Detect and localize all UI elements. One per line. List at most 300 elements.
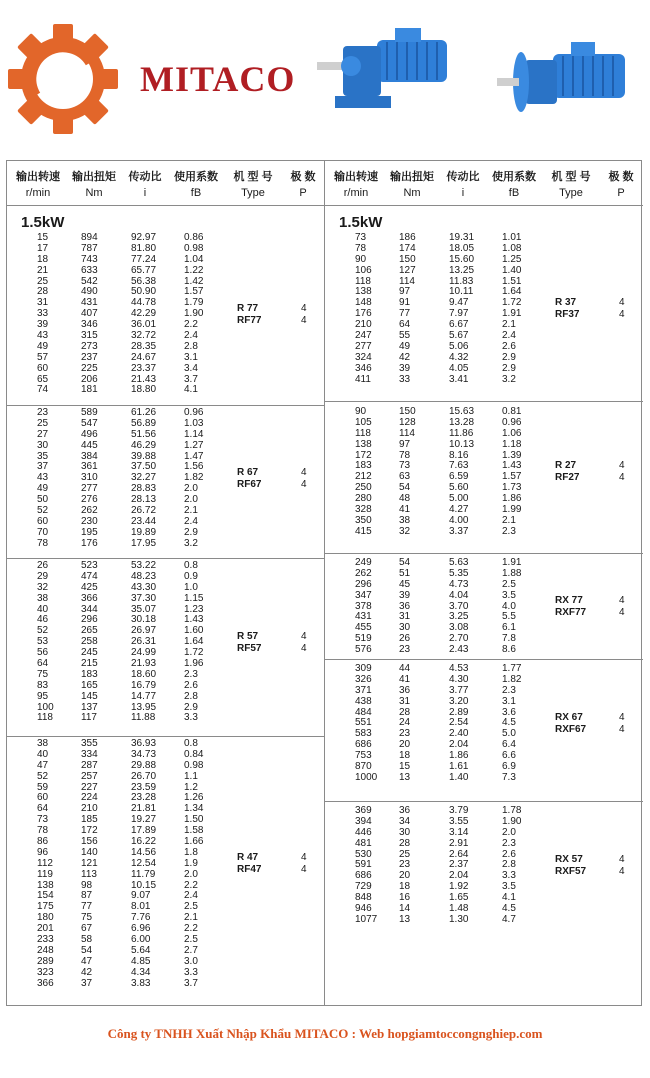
cell-speed: 180	[37, 912, 54, 924]
cell-service-factor: 8.6	[502, 644, 516, 656]
cell-speed: 75	[37, 668, 49, 680]
cell-speed: 729	[355, 881, 372, 893]
table-row	[7, 979, 237, 990]
cell-ratio: 48.23	[131, 570, 157, 582]
pole-count: 4	[619, 297, 625, 309]
cell-ratio: 5.00	[449, 493, 469, 505]
cell-ratio: 3.25	[449, 611, 469, 623]
cell-ratio: 4.00	[449, 514, 469, 526]
cell-service-factor: 2.8	[184, 340, 198, 352]
cell-speed: 78	[355, 242, 367, 254]
cell-service-factor: 2.6	[184, 679, 198, 691]
cell-torque: 145	[81, 690, 98, 702]
cell-service-factor: 3.7	[184, 373, 198, 385]
table-row	[325, 697, 555, 708]
cell-ratio: 21.81	[131, 803, 157, 815]
cell-service-factor: 1.64	[184, 636, 204, 648]
cell-torque: 407	[81, 308, 98, 320]
cell-torque: 67	[81, 923, 93, 935]
cell-torque: 195	[81, 526, 98, 538]
header-ratio: 传动比	[128, 171, 162, 183]
cell-torque: 127	[399, 264, 416, 276]
pole-count: 4	[301, 642, 307, 654]
cell-speed: 946	[355, 903, 372, 915]
cell-ratio: 53.22	[131, 560, 157, 571]
cell-torque: 296	[81, 614, 98, 626]
cell-speed: 309	[355, 663, 372, 674]
model-type-block	[555, 854, 641, 880]
cell-speed: 415	[355, 525, 372, 537]
cell-service-factor: 1.43	[502, 460, 522, 472]
group-divider	[325, 659, 643, 660]
cell-speed: 49	[37, 483, 49, 495]
cell-ratio: 6.96	[131, 923, 151, 935]
cell-speed: 446	[355, 826, 372, 838]
cell-speed: 328	[355, 504, 372, 516]
cell-torque: 210	[81, 803, 98, 815]
cell-torque: 77	[81, 901, 93, 913]
cell-service-factor: 1.06	[502, 427, 522, 439]
unit-poles: P	[617, 187, 625, 199]
cell-speed: 551	[355, 717, 372, 729]
cell-torque: 13	[399, 771, 411, 783]
header-poles: 极 数	[290, 171, 316, 183]
model-type-block	[555, 712, 641, 738]
cell-ratio: 4.04	[449, 589, 469, 601]
cell-speed: 73	[37, 814, 49, 826]
model-type-block	[237, 631, 323, 657]
table-row	[325, 773, 555, 784]
cell-service-factor: 0.96	[502, 416, 522, 428]
cell-speed: 59	[37, 781, 49, 793]
cell-ratio: 3.41	[449, 373, 469, 385]
cell-service-factor: 1.57	[184, 286, 204, 298]
cell-speed: 347	[355, 589, 372, 601]
cell-torque: 47	[81, 955, 93, 967]
cell-torque: 787	[81, 242, 98, 254]
cell-torque: 26	[399, 633, 411, 645]
cell-torque: 117	[81, 712, 97, 724]
cell-service-factor: 2.1	[184, 505, 198, 517]
cell-ratio: 13.28	[449, 416, 475, 428]
cell-speed: 371	[355, 684, 372, 696]
cell-speed: 106	[355, 264, 372, 276]
cell-speed: 870	[355, 761, 372, 773]
cell-service-factor: 2.3	[184, 668, 198, 680]
cell-service-factor: 4.5	[502, 717, 516, 729]
pole-count: 4	[301, 630, 307, 642]
cell-torque: 39	[399, 589, 411, 601]
cell-ratio: 42.29	[131, 308, 157, 320]
cell-ratio: 5.06	[449, 340, 469, 352]
cell-torque: 28	[399, 706, 411, 718]
cell-service-factor: 2.4	[184, 890, 198, 902]
cell-service-factor: 2.8	[502, 859, 516, 871]
pole-count: 4	[301, 852, 307, 864]
model-type: RXF57	[555, 865, 587, 877]
cell-service-factor: 2.2	[184, 319, 198, 331]
group-rows	[325, 664, 555, 784]
unit-ratio: i	[143, 187, 147, 199]
cell-ratio: 6.59	[449, 471, 469, 483]
pole-count: 4	[619, 723, 625, 735]
model-type: RX 67	[555, 711, 583, 723]
cell-service-factor: 2.2	[184, 923, 198, 935]
cell-ratio: 2.54	[449, 717, 469, 729]
model-type-block	[237, 467, 323, 493]
header-service-factor: 使用系数	[174, 171, 218, 183]
brand-name: MITACO	[140, 59, 296, 99]
group-rows	[7, 408, 237, 550]
cell-service-factor: 0.86	[184, 232, 204, 243]
cell-speed: 60	[37, 792, 49, 804]
cell-speed: 326	[355, 673, 372, 685]
table-row	[325, 839, 555, 850]
cell-torque: 384	[81, 450, 98, 462]
group-divider	[325, 801, 643, 802]
cell-service-factor: 1.51	[502, 275, 522, 287]
gear-motor-image-foot	[315, 18, 465, 118]
cell-ratio: 3.55	[449, 815, 469, 827]
table-row	[325, 527, 555, 538]
cell-ratio: 3.14	[449, 826, 469, 838]
cell-speed: 86	[37, 836, 49, 848]
cell-service-factor: 1.1	[184, 770, 198, 782]
cell-speed: 148	[355, 297, 372, 309]
cell-speed: 324	[355, 351, 372, 363]
table-row	[7, 772, 237, 783]
cell-service-factor: 1.60	[184, 625, 204, 637]
cell-speed: 70	[37, 526, 49, 538]
cell-ratio: 6.00	[131, 934, 151, 946]
header-divider	[325, 205, 643, 206]
cell-service-factor: 2.6	[502, 848, 516, 860]
cell-service-factor: 1.2	[184, 781, 198, 793]
gear-motor-image-flange	[495, 36, 640, 126]
cell-speed: 26	[37, 560, 49, 571]
cell-torque: 36	[399, 684, 411, 696]
cell-torque: 262	[81, 505, 98, 517]
cell-ratio: 7.97	[449, 308, 469, 320]
cell-speed: 49	[37, 340, 49, 352]
header-service-factor: 使用系数	[492, 171, 536, 183]
cell-torque: 64	[399, 319, 411, 331]
cell-torque: 273	[81, 340, 98, 352]
cell-speed: 118	[355, 427, 371, 439]
cell-service-factor: 1.42	[184, 275, 204, 287]
cell-service-factor: 2.9	[184, 526, 198, 538]
table-row	[7, 441, 237, 452]
cell-torque: 334	[81, 748, 98, 760]
cell-service-factor: 3.1	[502, 695, 516, 707]
cell-speed: 154	[37, 890, 54, 902]
cell-ratio: 17.89	[131, 825, 157, 837]
model-type-block	[237, 852, 323, 878]
cell-torque: 54	[399, 557, 411, 568]
model-type: R 67	[237, 466, 259, 478]
cell-speed: 112	[37, 857, 53, 869]
cell-service-factor: 3.2	[502, 373, 516, 385]
cell-speed: 28	[37, 286, 49, 298]
cell-ratio: 9.07	[131, 890, 151, 902]
cell-speed: 686	[355, 739, 372, 751]
cell-torque: 237	[81, 351, 98, 363]
cell-speed: 686	[355, 870, 372, 882]
cell-torque: 23	[399, 644, 411, 656]
cell-service-factor: 2.9	[502, 362, 516, 374]
cell-speed: 138	[355, 438, 372, 450]
cell-service-factor: 2.4	[184, 515, 198, 527]
cell-torque: 894	[81, 232, 98, 243]
cell-torque: 14	[399, 903, 411, 915]
cell-speed: 60	[37, 362, 49, 374]
cell-service-factor: 3.3	[184, 966, 198, 978]
cell-speed: 118	[37, 712, 53, 724]
cell-speed: 31	[37, 297, 49, 309]
pole-count: 4	[619, 472, 625, 484]
cell-service-factor: 1.96	[184, 658, 204, 670]
cell-service-factor: 4.5	[502, 903, 516, 915]
cell-torque: 165	[81, 679, 98, 691]
cell-ratio: 3.77	[449, 684, 469, 696]
cell-service-factor: 4.0	[502, 600, 516, 612]
cell-torque: 224	[81, 792, 98, 804]
cell-ratio: 32.72	[131, 330, 157, 342]
cell-torque: 181	[81, 384, 98, 396]
cell-torque: 77	[399, 308, 411, 320]
cell-ratio: 4.73	[449, 578, 469, 590]
cell-ratio: 46.29	[131, 439, 157, 451]
cell-ratio: 3.20	[449, 695, 469, 707]
cell-torque: 54	[81, 944, 93, 956]
cell-service-factor: 2.5	[502, 578, 516, 590]
cell-speed: 519	[355, 633, 372, 645]
cell-service-factor: 3.1	[184, 351, 198, 363]
cell-speed: 53	[37, 636, 49, 648]
cell-speed: 119	[37, 868, 53, 880]
cell-torque: 58	[81, 934, 93, 946]
cell-speed: 323	[37, 966, 54, 978]
cell-service-factor: 2.9	[184, 701, 198, 713]
cell-torque: 33	[399, 373, 411, 385]
cell-speed: 378	[355, 600, 372, 612]
cell-service-factor: 1.9	[184, 857, 198, 869]
cell-ratio: 8.01	[131, 901, 151, 913]
cell-ratio: 26.31	[131, 636, 157, 648]
group-rows	[7, 233, 237, 396]
cell-service-factor: 3.3	[502, 870, 516, 882]
cell-service-factor: 0.8	[184, 738, 198, 749]
cell-torque: 258	[81, 636, 98, 648]
cell-torque: 42	[81, 966, 93, 978]
header-torque: 输出扭矩	[390, 171, 434, 183]
cell-speed: 17	[37, 242, 49, 254]
cell-speed: 280	[355, 493, 372, 505]
cell-speed: 262	[355, 567, 372, 579]
cell-ratio: 1.86	[449, 750, 469, 762]
cell-ratio: 1.61	[449, 761, 469, 773]
cell-service-factor: 1.43	[184, 614, 204, 626]
unit-model: Type	[241, 187, 265, 199]
table-row	[7, 968, 237, 979]
model-type: RX 77	[555, 595, 583, 607]
cell-ratio: 4.53	[449, 663, 469, 674]
cell-service-factor: 1.72	[502, 297, 522, 309]
cell-ratio: 14.56	[131, 846, 157, 858]
model-type: RXF67	[555, 723, 587, 735]
column-header	[325, 161, 643, 203]
column-header	[7, 161, 325, 203]
cell-ratio: 2.70	[449, 633, 469, 645]
footer-company-line: Công ty TNHH Xuất Nhập Khẩu MITACO : Web hopgiamtoccongnghiep.com	[107, 1026, 543, 1041]
cell-service-factor: 6.1	[502, 622, 516, 634]
cell-torque: 315	[81, 330, 98, 342]
cell-service-factor: 4.7	[502, 913, 516, 925]
model-type-block	[555, 460, 641, 486]
cell-ratio: 39.88	[131, 450, 157, 462]
cell-ratio: 77.24	[131, 253, 157, 265]
cell-speed: 65	[37, 373, 49, 385]
cell-speed: 346	[355, 362, 372, 374]
cell-torque: 18	[399, 881, 411, 893]
cell-speed: 248	[37, 944, 54, 956]
cell-torque: 121	[81, 857, 98, 869]
table-row	[325, 375, 555, 386]
cell-speed: 15	[37, 232, 49, 243]
cell-torque: 245	[81, 647, 98, 659]
cell-torque: 75	[81, 912, 93, 924]
cell-ratio: 36.93	[131, 738, 157, 749]
cell-service-factor: 6.6	[502, 750, 516, 762]
group-rows	[7, 739, 237, 989]
cell-torque: 366	[81, 592, 98, 604]
cell-ratio: 18.80	[131, 384, 157, 396]
cell-speed: 201	[37, 923, 54, 935]
cell-speed: 172	[355, 449, 372, 461]
model-type: RF47	[237, 864, 262, 876]
cell-ratio: 14.77	[131, 690, 157, 702]
pole-count: 4	[619, 865, 625, 877]
model-type: RF37	[555, 309, 580, 321]
cell-ratio: 11.86	[449, 427, 474, 439]
cell-speed: 43	[37, 472, 49, 484]
cell-ratio: 26.97	[131, 625, 157, 637]
pole-count: 4	[301, 302, 307, 314]
cell-torque: 44	[399, 663, 411, 674]
pole-count: 4	[301, 314, 307, 326]
right-column	[325, 161, 643, 1005]
cell-speed: 64	[37, 803, 49, 815]
cell-service-factor: 2.0	[184, 868, 198, 880]
cell-service-factor: 1.40	[502, 264, 522, 276]
cell-service-factor: 2.1	[184, 912, 198, 924]
cell-service-factor: 3.2	[184, 537, 198, 549]
cell-service-factor: 2.5	[184, 901, 198, 913]
cell-ratio: 10.13	[449, 438, 475, 450]
cell-speed: 138	[355, 286, 372, 298]
group-divider	[325, 401, 643, 402]
cell-service-factor: 1.86	[502, 493, 522, 505]
cell-torque: 215	[81, 658, 98, 670]
cell-torque: 20	[399, 870, 411, 882]
cell-torque: 523	[81, 560, 98, 571]
cell-torque: 63	[399, 471, 411, 483]
model-type-block	[555, 595, 641, 621]
cell-speed: 25	[37, 275, 49, 287]
pole-count: 4	[619, 460, 625, 472]
cell-service-factor: 7.3	[502, 771, 516, 783]
cell-ratio: 2.37	[449, 859, 469, 871]
group-rows	[325, 233, 555, 385]
cell-ratio: 7.63	[449, 460, 469, 472]
model-type: RF77	[237, 314, 262, 326]
cell-ratio: 81.80	[131, 242, 157, 254]
pole-count: 4	[619, 853, 625, 865]
cell-service-factor: 2.3	[502, 525, 516, 537]
cell-speed: 78	[37, 537, 49, 549]
cell-service-factor: 1.90	[184, 308, 204, 320]
cell-torque: 310	[81, 472, 98, 484]
cell-service-factor: 3.4	[184, 362, 198, 374]
cell-torque: 87	[81, 890, 93, 902]
cell-ratio: 13.95	[131, 701, 157, 713]
cell-ratio: 28.13	[131, 494, 157, 506]
cell-torque: 30	[399, 826, 411, 838]
cell-ratio: 19.89	[131, 526, 157, 538]
cell-torque: 91	[399, 297, 411, 309]
cell-torque: 185	[81, 814, 98, 826]
cell-speed: 753	[355, 750, 372, 762]
cell-service-factor: 3.5	[502, 881, 516, 893]
pole-count: 4	[619, 595, 625, 607]
model-type-block	[237, 303, 323, 329]
header-model: 机 型 号	[551, 171, 591, 183]
cell-service-factor: 2.2	[184, 879, 198, 891]
cell-torque: 176	[81, 537, 98, 549]
cell-ratio: 34.73	[131, 748, 157, 760]
cell-service-factor: 2.1	[502, 319, 516, 331]
cell-torque: 51	[399, 567, 411, 579]
cell-speed: 1077	[355, 913, 378, 925]
cell-service-factor: 1.14	[184, 428, 204, 440]
cell-ratio: 2.91	[449, 837, 469, 849]
cell-speed: 95	[37, 690, 49, 702]
model-type: R 37	[555, 297, 577, 309]
cell-speed: 233	[37, 934, 54, 946]
cell-torque: 97	[399, 438, 411, 450]
table-row	[7, 266, 237, 277]
cell-service-factor: 4.1	[502, 892, 516, 904]
group-rows	[325, 558, 555, 656]
cell-ratio: 43.30	[131, 581, 157, 593]
cell-service-factor: 3.7	[184, 977, 198, 989]
cell-torque: 206	[81, 373, 98, 385]
cell-torque: 25	[399, 848, 411, 860]
cell-speed: 176	[355, 308, 372, 320]
cell-service-factor: 1.72	[184, 647, 204, 659]
cell-speed: 366	[37, 977, 54, 989]
cell-ratio: 13.25	[449, 264, 475, 276]
cell-ratio: 10.11	[449, 286, 474, 298]
unit-service-factor: fB	[190, 187, 202, 199]
cell-service-factor: 1.50	[184, 814, 204, 826]
cell-torque: 54	[399, 482, 411, 494]
cell-torque: 743	[81, 253, 98, 265]
cell-ratio: 3.37	[449, 525, 469, 537]
cell-service-factor: 1.77	[502, 663, 522, 674]
pole-count: 4	[301, 478, 307, 490]
cell-service-factor: 1.25	[502, 253, 522, 265]
